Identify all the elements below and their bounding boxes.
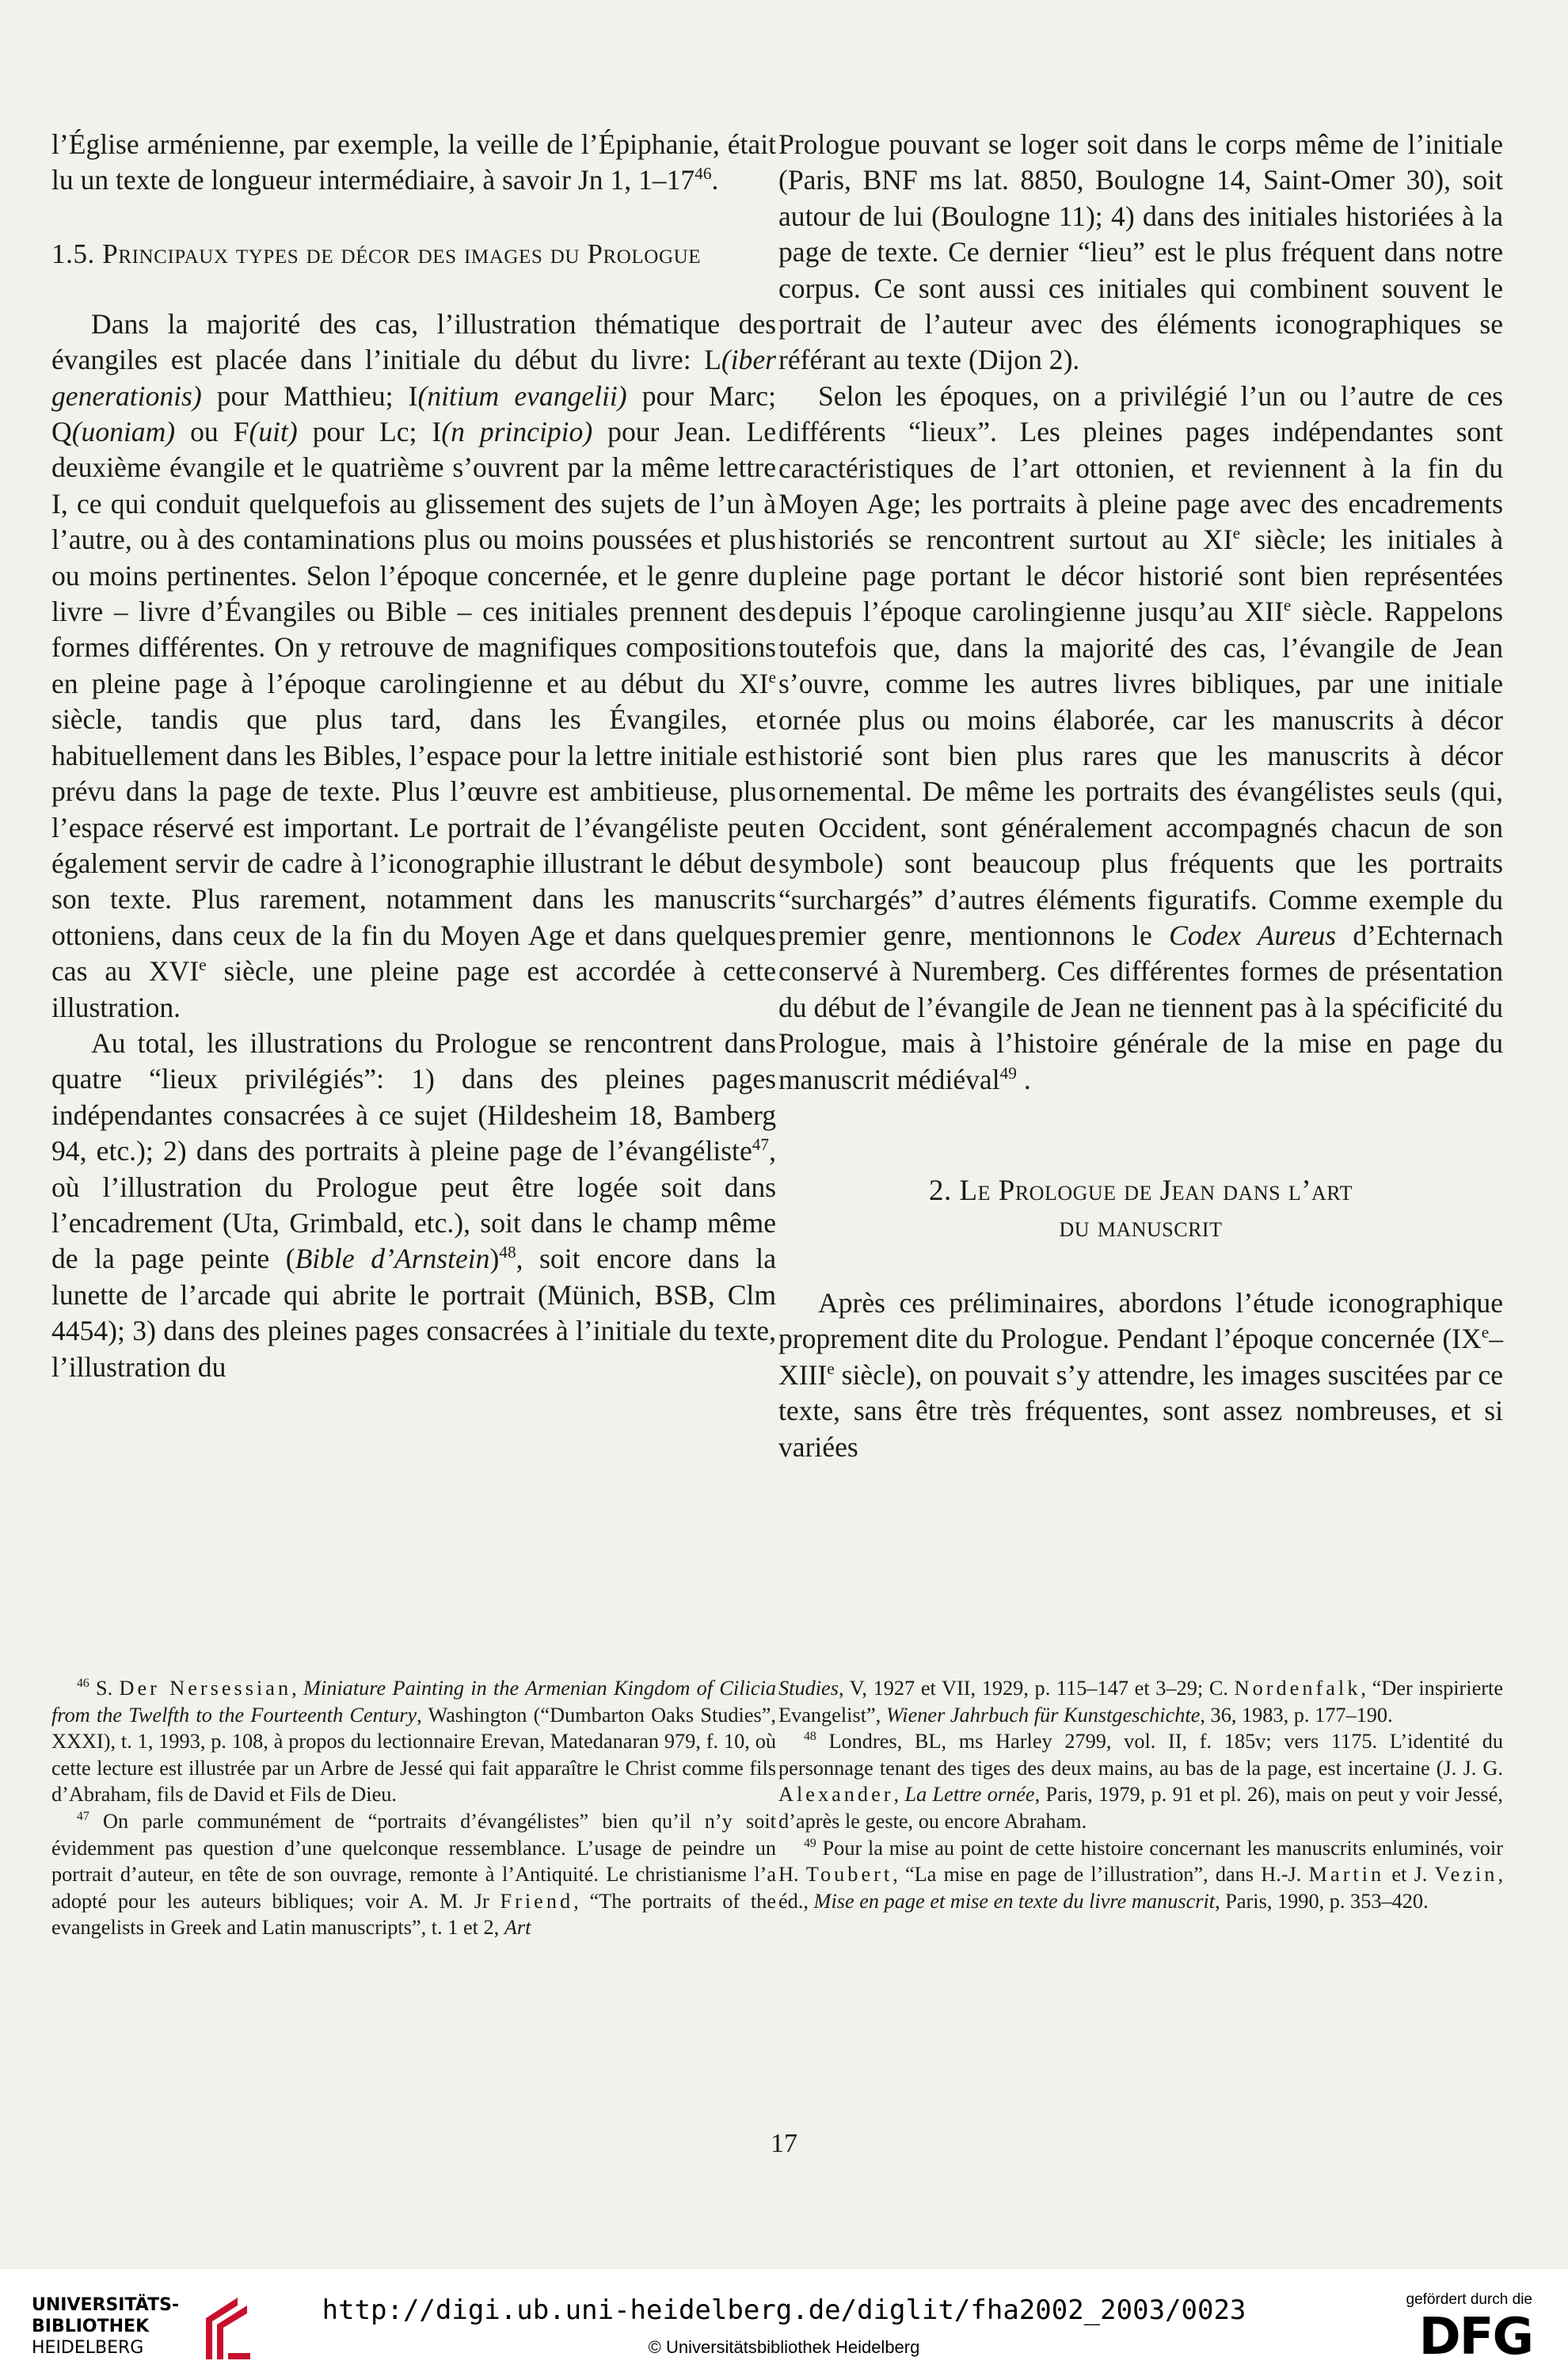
footnote-47-continued: Studies, V, 1927 et VII, 1929, p. 115–147 et 3–29; C. Nordenfalk, “Der inspirierte Evangelist”, Wiener Jahrbuch für Kunstgeschichte, 36, 1983, p. 177–190. [778, 1677, 1503, 1727]
footnote-46: $^{46}$ S. Der Nersessian, Miniature Painting in the Armenian Kingdom of Cilicia from the Twelfth to the Fourteenth Century, Washington (“Dumbarton Oaks Studies”, XXXI), t. 1, 1993, p. 108, à propos du lectionnaire Erevan, Matedanaran 979, f. 10, où cette lecture est illustrée par un Arbre de Jessé qui fait apparaître le Christ comme fils d’Abraham, fils de David et Fils de Dieu. [51, 1677, 777, 1807]
funding-caption: gefördert durch die [1406, 2291, 1532, 2308]
dfg-logo: DFG [1418, 2308, 1532, 2366]
footnotes-right [778, 1675, 1503, 1914]
footnote-ref-48[interactable]: 48 [499, 1243, 516, 1262]
section-heading-1-5: 1.5. Principaux types de décor des images du Prologue [51, 238, 702, 269]
right-column [778, 127, 1503, 1465]
funder-block[interactable] [1390, 2291, 1532, 2366]
left-column [51, 127, 776, 1385]
footnote-49: $^{49}$ Pour la mise au point de cette histoire concernant les manuscrits enluminés, voir H. Toubert, “La mise en page de l’illustration”, dans H.-J. Martin et J. Vezin, éd., Mise en page et mise en texte du livre manuscrit, Paris, 1990, p. 353–420. [778, 1836, 1504, 1913]
footnote-48: $^{48}$ Londres, BL, ms Harley 2799, vol. II, f. 185v; vers 1175. L’identité du personnage tenant des tiges des deux mains, au bas de la page, est incertaine (J. J. G. Alexander, La Lettre ornée, Paris, 1979, p. 91 et pl. 26), mais on peut y voir Jessé, d’après le geste, ou encore Abraham. [778, 1730, 1503, 1833]
paragraph-3: Prologue pouvant se loger soit dans le corps même de l’initiale (Paris, BNF ms lat. 8850, Boulogne 14, Saint-Omer 30), soit autour de lui (Boulogne 11); 4) dans des initiales historiées à la page de texte. Ce dernier “lieu” est le plus fréquent dans notre corpus. Ce sont aussi ces initiales qui combinent souvent le portrait de l’auteur avec des éléments iconographiques se référant au texte (Dijon 2). [778, 128, 1503, 376]
section-heading-2: 2. Le Prologue de Jean dans l’art du manuscrit [929, 1174, 1353, 1243]
paragraph-5: Après ces préliminaires, abordons l’étude iconographique proprement dite du Prologue. Pendant l’époque concernée (IXe–XIIIe siècle), on pouvait s’y attendre, les images suscitées par ce texte, sans être très fréquentes, sont assez nombreuses, et si variées [778, 1286, 1503, 1463]
footnote-ref-47[interactable]: 47 [752, 1135, 770, 1155]
digitization-footer [0, 2269, 1568, 2376]
footnote-ref-49[interactable]: 49 [999, 1063, 1017, 1083]
page-number: 17 [771, 2129, 797, 2158]
footnote-47: $^{47}$ On parle communément de “portraits d’évangélistes” bien qu’il n’y soit évidemment pas question d’une quelconque ressemblance. L’usage de peindre un portrait d’auteur, en tête de son ouvrage, remonte à l’Antiquité. Le christianisme l’a adopté pour les auteurs bibliques; voir A. M. Jr Friend, “The portraits of the evangelists in Greek and Latin manuscripts”, t. 1 et 2, Art [51, 1809, 776, 1940]
paragraph-intro: l’Église arménienne, par exemple, la veille de l’Épiphanie, était lu un texte de longueur intermédiaire, à savoir Jn 1, $1-17^{46}$. [51, 128, 776, 196]
source-url-link[interactable]: http://digi.ub.uni-heidelberg.de/diglit/fha2002_2003/0023 [322, 2294, 1246, 2326]
library-name: UNIVERSITÄTS- BIBLIOTHEK HEIDELBERG [32, 2295, 180, 2358]
paragraph-4: Selon les époques, on a privilégié l’un ou l’autre de ces différents “lieux”. Les pleines pages indépendantes sont caractéristiques de l’art ottonien, et reviennent à la fin du Moyen Age; les portraits à pleine page avec des encadrements historiés se rencontrent surtout au XIe siècle; les initiales à pleine page portant le décor historié sont bien représentées depuis l’époque carolingienne jusqu’au XIIe siècle. Rappelons toutefois que, dans la majorité des cas, l’évangile de Jean s’ouvre, comme les autres livres bibliques, par une initiale ornée plus ou moins élaborée, car les manuscrits à décor historié sont bien plus rares que les manuscrits à décor ornemental. De même les portraits des évangélistes seuls (qui, en Occident, sont généralement accompagnés chacun de son symbole) sont beaucoup plus fréquents que les portraits “surchargés” d’autres éléments figuratifs. Comme exemple du premier genre, mentionnons le Codex Aureus d’Echternach conservé à Nuremberg. Ces différentes formes de présentation du début de l’évangile de Jean ne tiennent pas à la spécificité du Prologue, mais à l’histoire générale de la mise en page du manuscrit médiéval$^{49}$ . [778, 379, 1504, 1095]
footnotes-left [51, 1675, 776, 1941]
paragraph-1: Dans la majorité des cas, l’illustration thématique des évangiles est placée dans l’initiale du début du livre: L(iber generationis) pour Matthieu; I(nitium evangelii) pour Marc; Q(uoniam) ou F(uit) pour Lc; I(n principio) pour Jean. Le deuxième évangile et le quatrième s’ouvrent par la même lettre I, ce qui conduit quelquefois au glissement des sujets de l’un à l’autre, ou à des contaminations plus ou moins poussées et plus ou moins pertinentes. Selon l’époque concernée, et le genre du livre – livre d’Évangiles ou Bible – ces initiales prennent des formes différentes. On y retrouve de magnifiques compositions en pleine page à l’époque carolingienne et au début du XIe siècle, tandis que plus tard, dans les Évangiles, et habituellement dans les Bibles, l’espace pour la lettre initiale est prévu dans la page de texte. Plus l’œuvre est ambitieuse, plus l’espace réservé est important. Le portrait de l’évangéliste peut également servir de cadre à l’iconographie illustrant le début de son texte. Plus rarement, notamment dans les manuscrits ottoniens, dans ceux de la fin du Moyen Age et dans quelques cas au XVIe siècle, une pleine page est accordée à cette illustration. [51, 307, 777, 1023]
footnote-ref-46[interactable]: 46 [695, 164, 712, 184]
copyright-notice: © Universitätsbibliothek Heidelberg [648, 2337, 920, 2357]
paragraph-2: Au total, les illustrations du Prologue se rencontrent dans quatre “lieux privilégiés”: 1) dans des pleines pages indépendantes consacrées à ce sujet (Hildesheim 18, Bamberg 94, etc.); 2) dans des portraits à pleine page de l’évangéliste$^{47}$, où l’illustration du Prologue peut être logée soit dans l’encadrement (Uta, Grimbald, etc.), soit dans le champ même de la page peinte (Bible d’Arnstein)$^{48}$, soit encore dans la lunette de l’arcade qui abrite le portrait (Münich, BSB, Clm 4454); 3) dans des pleines pages consacrées à l’initiale du texte, l’illustration du [51, 1026, 776, 1383]
